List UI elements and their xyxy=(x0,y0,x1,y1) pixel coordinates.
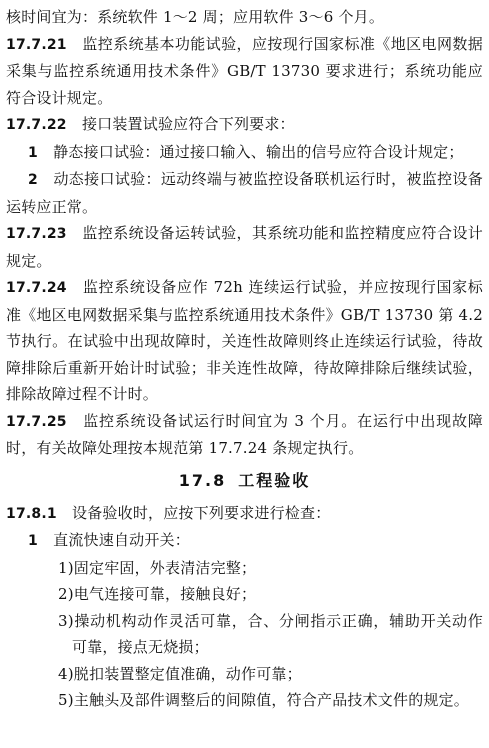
clause-text: 监控系统基本功能试验，应按现行国家标准《地区电网数据采集与监控系统通用技术条件》GB/T 13730 要求进行；系统功能应符合设计规定。 xyxy=(6,34,484,107)
text-line0: 核时间宜为：系统软件 1～2 周；应用软件 3～6 个月。 xyxy=(6,8,385,26)
section-number: 17.8 xyxy=(178,470,227,490)
sub-item-1: 1)固定牢固，外表清洁完整； xyxy=(58,558,257,577)
section-heading xyxy=(6,464,483,498)
item-text: 直流快速自动开关： xyxy=(53,531,190,549)
clause-number: 17.7.24 xyxy=(6,280,67,296)
clause-text: 监控系统设备试运行时间宜为 3 个月。在运行中出现故障时，有关故障处理按本规范第 17.7.24 条规定执行。 xyxy=(6,411,484,457)
clause-number: 17.8.1 xyxy=(6,505,57,522)
item-number: 2 xyxy=(28,172,38,188)
clause-17-7-21 xyxy=(6,31,483,112)
clause-number: 17.7.25 xyxy=(6,413,67,430)
clause-number: 17.7.22 xyxy=(6,117,67,133)
item-text: 动态接口试验：远动终端与被监控设备联机运行时，被监控设备运转应正常。 xyxy=(6,170,483,216)
clause-17-7-23 xyxy=(6,220,483,274)
clause-17-7-24 xyxy=(6,274,483,408)
item-text: 静态接口试验：通过接口输入、输出的信号应符合设计规定； xyxy=(53,142,464,161)
clause-item-1 xyxy=(6,527,483,555)
clause-text: 接口装置试验应符合下列要求： xyxy=(81,115,295,133)
clause-text: 监控系统设备应作 72h 连续运行试验，并应按现行国家标准《地区电网数据采集与监控系统通用技术条件》GB/T 13730 第 4.2 节执行。在试验中出现故障时，关连性故障则终止连续运行试验，待故障排除后重新开始计时试验；非关连性故障，待故障排除后继续试验，排除故障过程不计时。 xyxy=(6,278,483,403)
clause-text: 设备验收时，应按下列要求进行检查： xyxy=(72,503,331,522)
paragraph-continuation xyxy=(6,4,483,31)
sub-item-2: 2)电气连接可靠，接触良好； xyxy=(58,585,257,603)
clause-17-8-1 xyxy=(6,500,483,528)
clause-17-7-25 xyxy=(6,408,483,462)
clause-item-1 xyxy=(6,139,483,167)
clause-number: 17.7.23 xyxy=(6,226,67,242)
sub-item-3: 3)操动机构动作灵活可靠，合、分闸指示正确，辅助开关动作可靠，接点无烧损； xyxy=(58,611,483,656)
sub-item-4: 4)脱扣装置整定值准确，动作可靠； xyxy=(58,664,302,683)
item-number: 1 xyxy=(28,533,38,549)
clause-17-7-22 xyxy=(6,111,483,139)
clause-text: 监控系统设备运转试验，其系统功能和监控精度应符合设计规定。 xyxy=(6,224,484,270)
item-number: 1 xyxy=(28,144,38,161)
clause-item-2 xyxy=(6,166,483,220)
clause-number: 17.7.21 xyxy=(6,36,67,53)
sub-item-5: 5)主触头及部件调整后的间隙值，符合产品技术文件的规定。 xyxy=(58,691,469,709)
section-title: 工程验收 xyxy=(238,470,311,490)
